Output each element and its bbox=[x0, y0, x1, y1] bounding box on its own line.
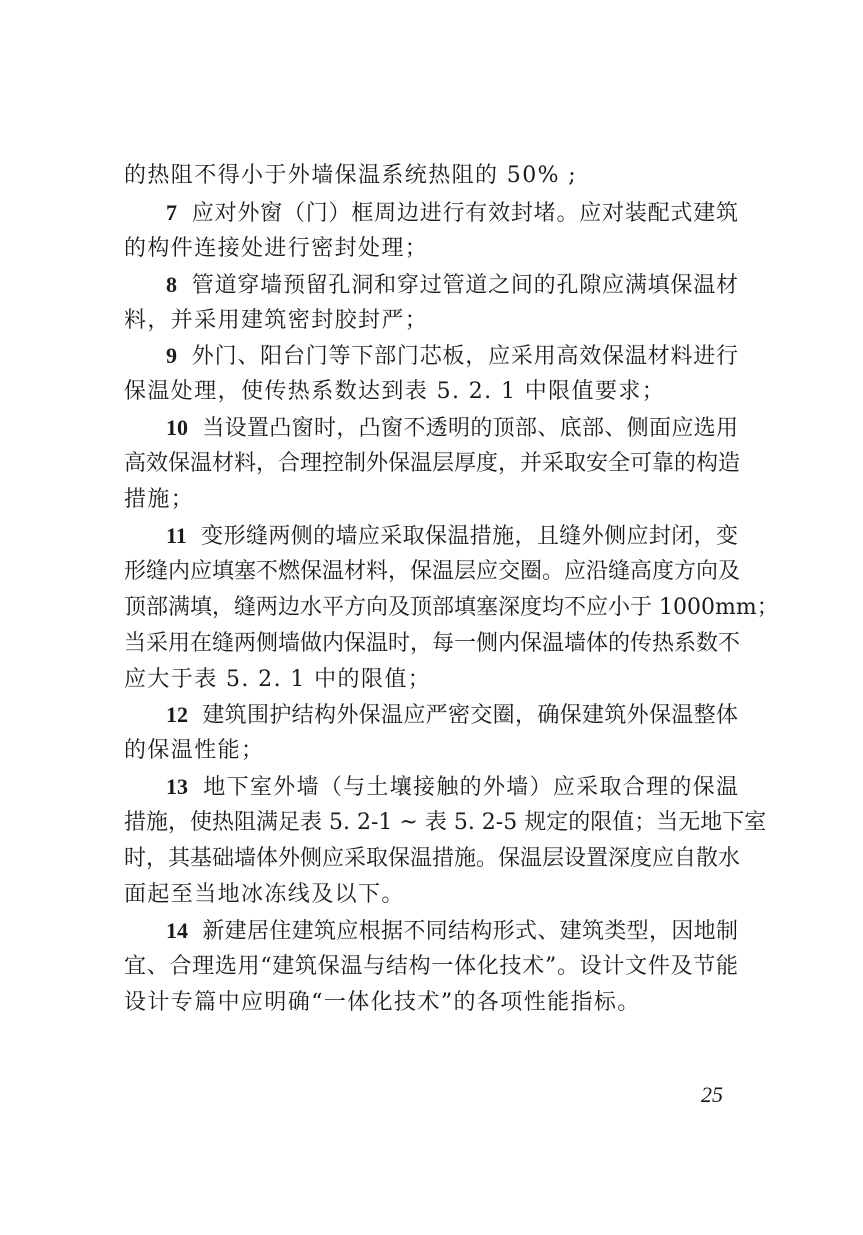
clause-14-line-1: 14 新建居住建筑应根据不同结构形式、建筑类型，因地制 bbox=[166, 918, 738, 944]
clause-14-line-3: 设计专篇中应明确“一体化技术”的各项性能指标。 bbox=[124, 990, 641, 1015]
clause-11-line-3: 顶部满填，缝两边水平方向及顶部填塞深度均不应小于 1000mm； bbox=[124, 595, 779, 620]
clause-11-line-5: 应大于表 5. 2. 1 中的限值； bbox=[124, 667, 432, 692]
clause-12-line-2: 的保温性能； bbox=[124, 738, 265, 763]
clause-11-line-4: 当采用在缝两侧墙做内保温时，每一侧内保温墙体的传热系数不 bbox=[124, 631, 741, 656]
clause-number: 13 bbox=[166, 774, 188, 799]
clause-9-line-2: 保温处理，使传热系数达到表 5. 2. 1 中限值要求； bbox=[124, 379, 666, 404]
clause-10-line-2: 高效保温材料，合理控制外保温层厚度，并采取安全可靠的构造 bbox=[124, 451, 741, 476]
clause-7-line-2: 的构件连接处进行密封处理； bbox=[124, 236, 429, 261]
clause-14-line-2: 宜、合理选用“建筑保温与结构一体化技术”。设计文件及节能 bbox=[124, 954, 738, 979]
clause-number: 11 bbox=[166, 523, 187, 548]
clause-11-line-2: 形缝内应填塞不燃保温材料，保温层应交圈。应沿缝高度方向及 bbox=[124, 559, 741, 584]
clause-13-line-4: 面起至当地冰冻线及以下。 bbox=[124, 882, 405, 907]
clause-10-line-1: 10 当设置凸窗时，凸窗不透明的顶部、底部、侧面应选用 bbox=[166, 415, 738, 441]
clause-13-line-3: 时，其基础墙体外侧应采取保温措施。保温层设置深度应自散水 bbox=[124, 846, 741, 871]
page-number: 25 bbox=[701, 1082, 723, 1107]
clause-number: 7 bbox=[166, 200, 177, 225]
clause-7-line-1: 7 应对外窗（门）框周边进行有效封堵。应对装配式建筑 bbox=[166, 200, 738, 226]
clause-10-line-3: 措施； bbox=[124, 487, 195, 512]
clause-number: 9 bbox=[166, 343, 177, 368]
clause-number: 12 bbox=[166, 702, 188, 727]
clause-13-line-1: 13 地下室外墙（与土壤接触的外墙）应采取合理的保温 bbox=[166, 774, 738, 800]
clause-8-line-1: 8 管道穿墙预留孔洞和穿过管道之间的孔隙应满填保温材 bbox=[166, 272, 738, 298]
clause-9-line-1: 9 外门、阳台门等下部门芯板，应采用高效保温材料进行 bbox=[166, 343, 738, 369]
clause-13-line-2: 措施，使热阻满足表 5. 2-1 ~ 表 5. 2-5 规定的限值；当无地下室 bbox=[124, 810, 767, 835]
paragraph-line: 的热阻不得小于外墙保温系统热阻的 50% ; bbox=[124, 163, 578, 188]
clause-8-line-2: 料，并采用建筑密封胶封严； bbox=[124, 308, 429, 333]
clause-number: 8 bbox=[166, 272, 177, 297]
clause-number: 14 bbox=[166, 918, 188, 943]
clause-11-line-1: 11 变形缝两侧的墙应采取保温措施，且缝外侧应封闭，变 bbox=[166, 523, 738, 549]
clause-12-line-1: 12 建筑围护结构外保温应严密交圈，确保建筑外保温整体 bbox=[166, 702, 738, 728]
clause-number: 10 bbox=[166, 415, 188, 440]
